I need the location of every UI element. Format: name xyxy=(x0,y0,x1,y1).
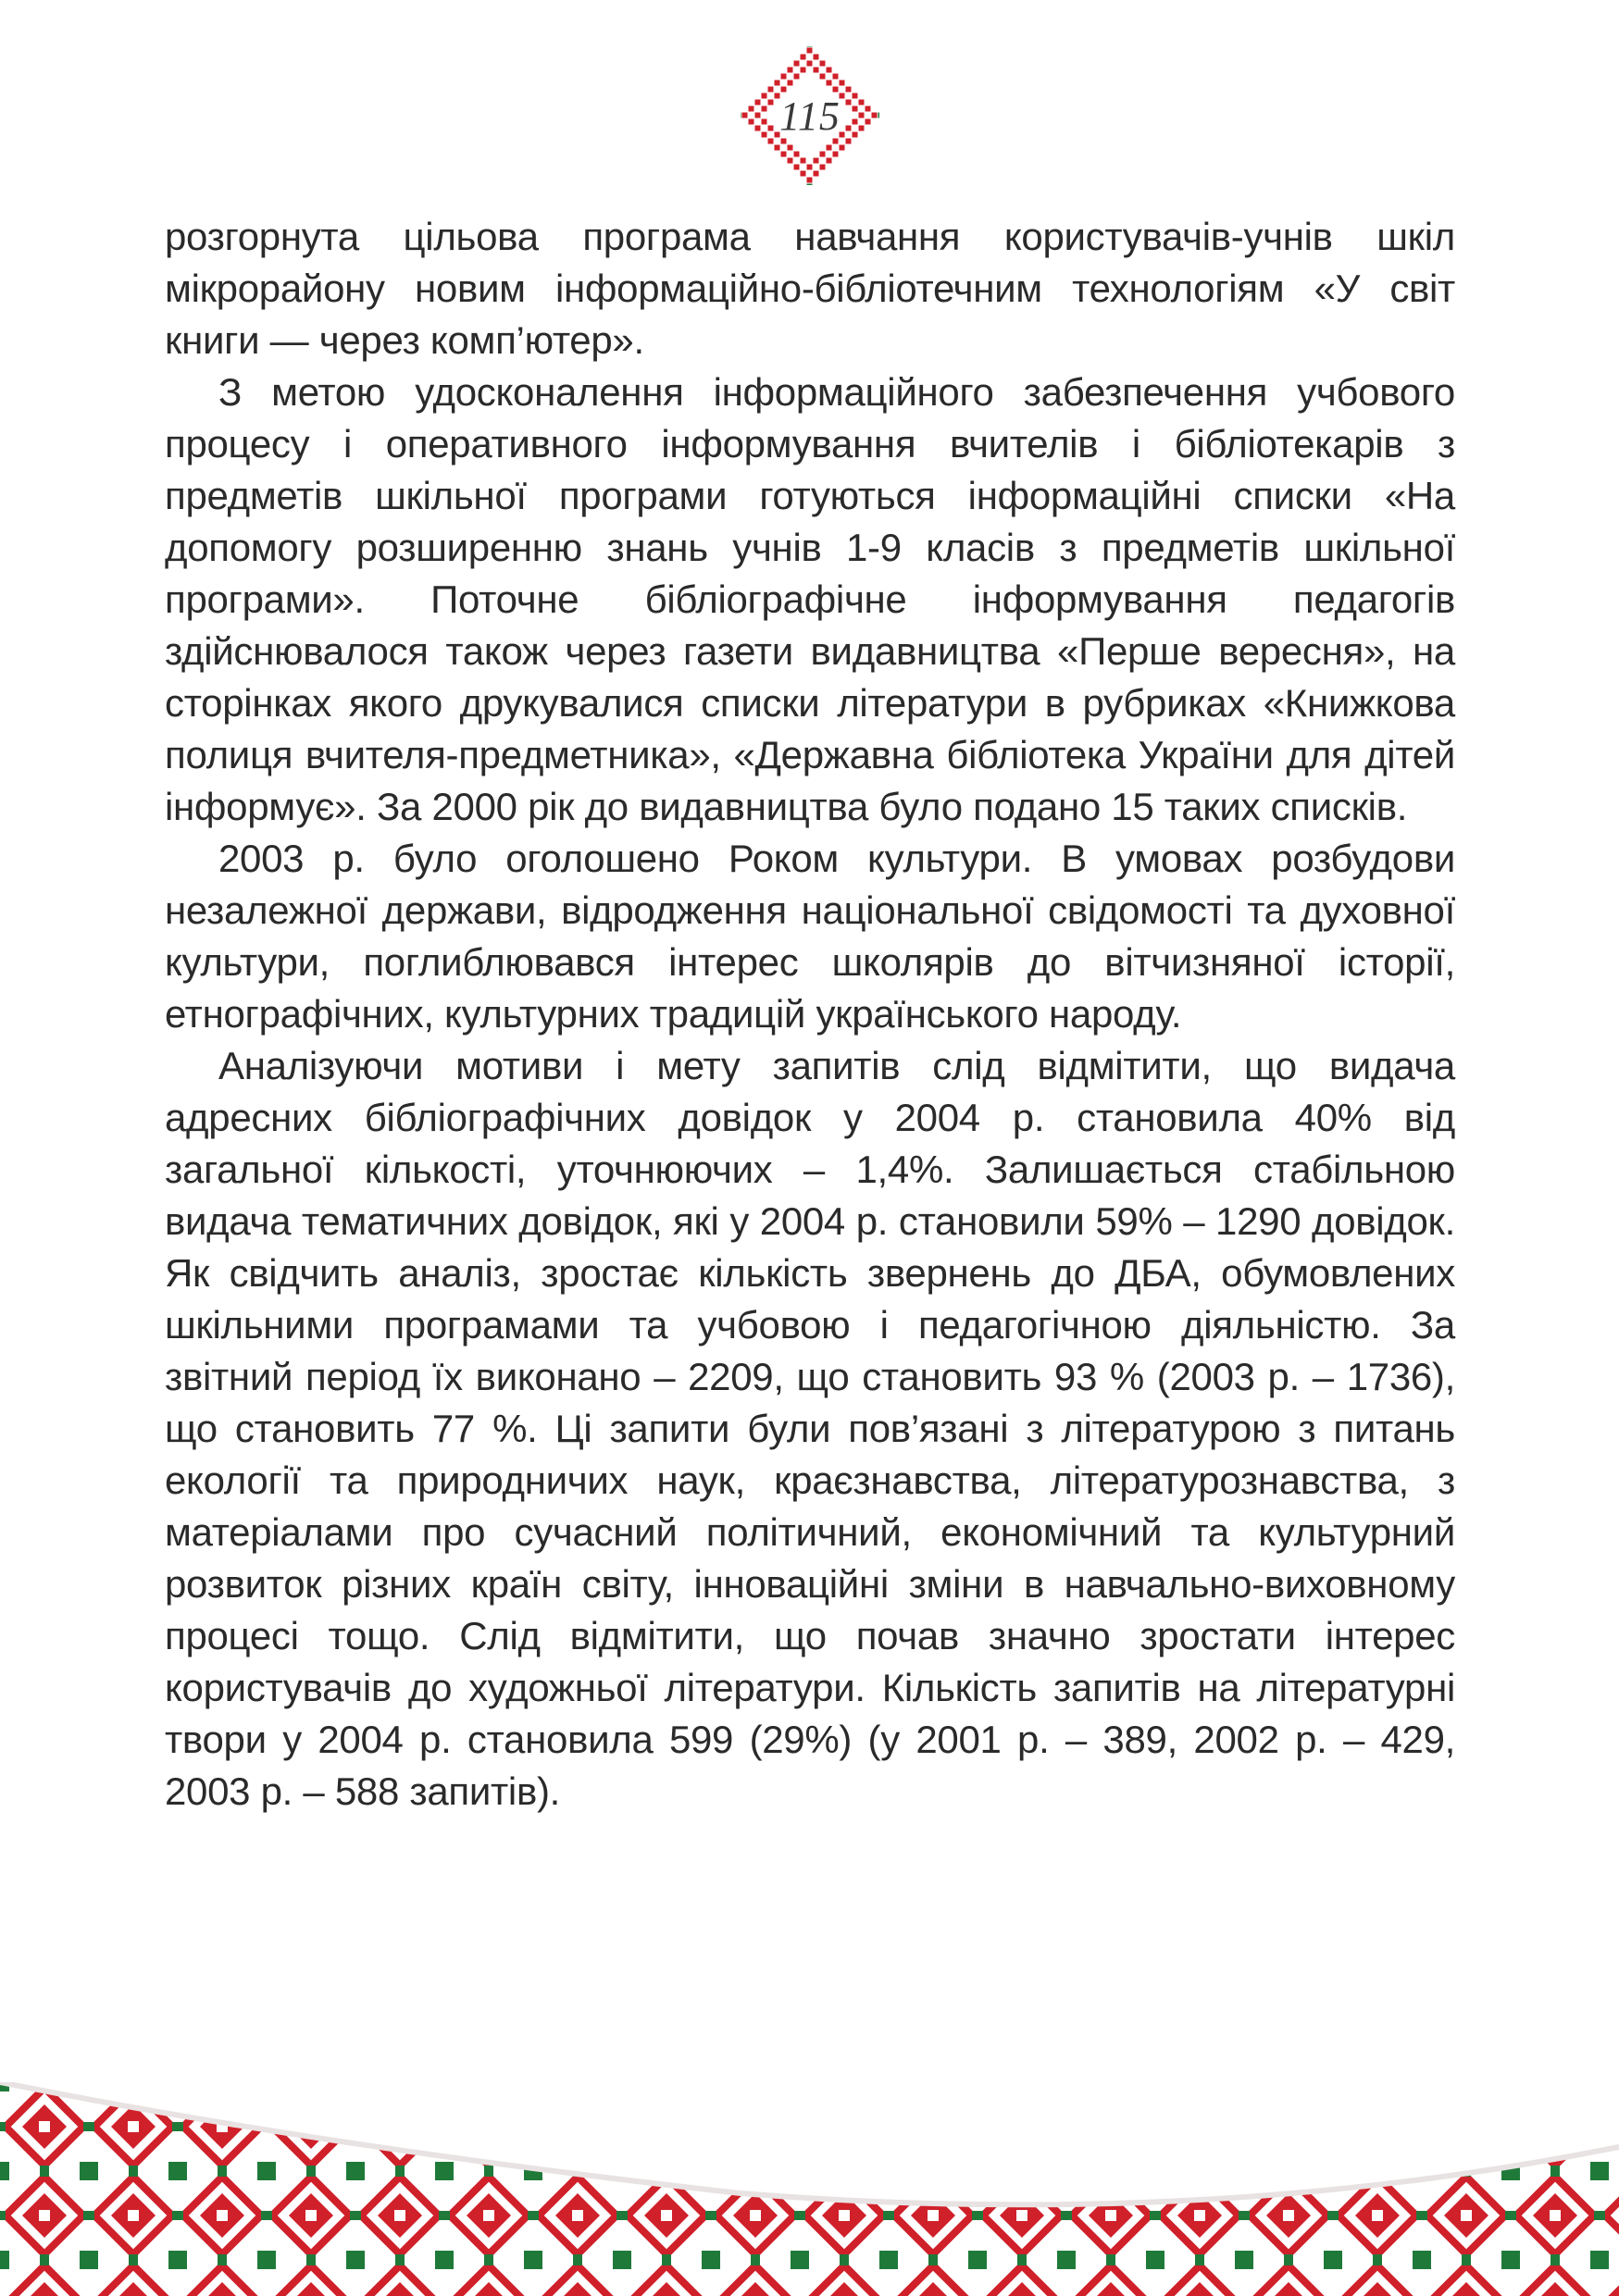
paragraph-1: розгорнута цільова програма навчання користувачів-учнів шкіл мікрорайону новим інформаційно-бібліотечним технологіям «У світ книги — через комп’ютер». xyxy=(165,215,1455,362)
body-text xyxy=(165,211,1455,1818)
paragraph-3: 2003 р. було оголошено Роком культури. В умовах розбудови незалежної держави, відродження національної свідомості та духовної культури, поглиблювався інтерес школярів до вітчизняної історії, етнографічних, культурних традицій українського народу. xyxy=(165,837,1455,1036)
paragraph-4: Аналізуючи мотиви і мету запитів слід відмітити, що видача адресних бібліографічних довідок у 2004 р. становила 40% від загальної кількості, уточнюючих – 1,4%. Залишається стабільною видача тематичних довідок, які у 2004 р. становили 59% – 1290 довідок. Як свідчить аналіз, зростає кількість звернень до ДБА, обумовлених шкільними програмами та учбовою і педагогічною діяльністю. За звітний період їх виконано – 2209, що становить 93 % (2003 р. – 1736), що становить 77 %. Ці запити були пов’язані з літературою з питань екології та природничих наук, краєзнавства, літературознавства, з матеріалами про сучасний політичний, економічний та культурний розвиток різних країн світу, інноваційні зміни в навчально-виховному процесі тощо. Слід відмітити, що почав значно зростати інтерес користувачів до художньої літератури. Кількість запитів на літературні твори у 2004 р. становила 599 (29%) (у 2001 р. – 389, 2002 р. – 429, 2003 р. – 588 запитів). xyxy=(165,1044,1455,1813)
paragraph-2: З метою удосконалення інформаційного забезпечення учбового процесу і оперативного інформування вчителів і бібліотекарів з предметів шкільної програми готуються інформаційні списки «На допомогу розширенню знань учнів 1-9 класів з предметів шкільної програми». Поточне бібліографічне інформування педагогів здійснювалося також через газети видавництва «Перше вересня», на сторінках якого друкувалися списки літератури в рубриках «Книжкова полиця вчителя-предметника», «Державна бібліотека України для дітей інформує». За 2000 рік до видавництва було подано 15 таких списків. xyxy=(165,370,1455,828)
page-number: 115 xyxy=(779,93,841,139)
embroidery-border-icon xyxy=(0,2082,1619,2296)
